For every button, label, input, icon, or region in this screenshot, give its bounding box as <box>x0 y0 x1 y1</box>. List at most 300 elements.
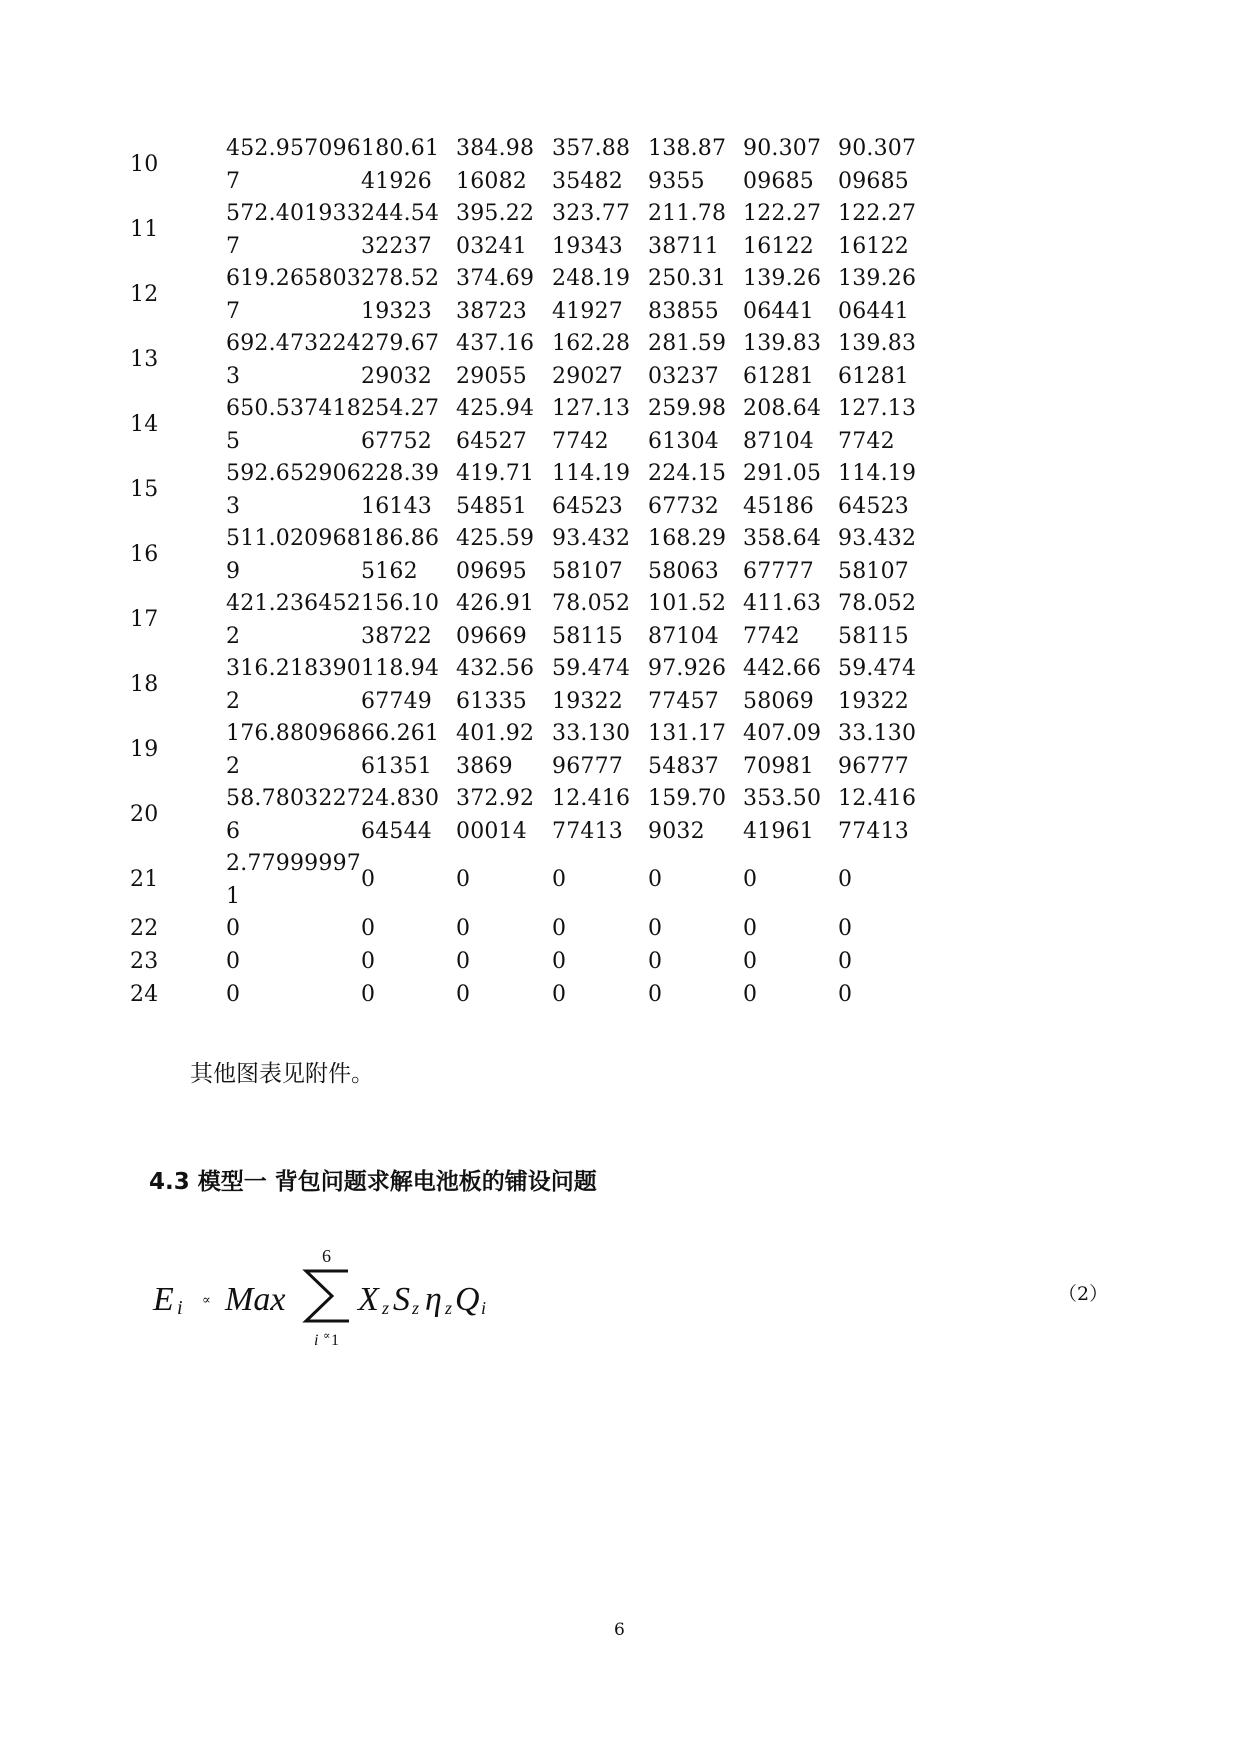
note-text: 其他图表见附件。 <box>190 1061 374 1087</box>
table-cell <box>838 393 916 458</box>
table-cell <box>552 198 630 263</box>
table-cell <box>456 328 534 393</box>
table-cell <box>648 783 726 848</box>
cell-line: 77413 <box>552 818 623 844</box>
row-index: 13 <box>130 347 159 372</box>
cell-line: 06441 <box>838 298 909 324</box>
cell-line: 254.27 <box>361 396 440 421</box>
cell-line: 29027 <box>552 363 623 389</box>
cell-line: 372.92 <box>456 786 535 811</box>
cell-line: 244.54 <box>361 201 440 226</box>
cell-line: 83855 <box>648 298 719 324</box>
cell-line: 0 <box>361 982 376 1007</box>
table-cell <box>456 864 470 897</box>
cell-line: 09685 <box>838 168 909 194</box>
cell-line: 41961 <box>743 818 814 844</box>
cell-line: 358.64 <box>743 526 822 551</box>
row-index: 22 <box>130 916 159 941</box>
formula-Q: Q <box>455 1281 480 1318</box>
table-cell <box>456 393 534 458</box>
table-cell <box>838 718 916 783</box>
table-cell <box>552 946 566 979</box>
cell-line: 619.265803 <box>226 266 361 291</box>
table-cell <box>456 263 534 328</box>
table-cell <box>648 946 662 979</box>
cell-line: 7 <box>226 168 241 194</box>
table-cell <box>743 328 821 393</box>
cell-line: 0 <box>456 916 471 941</box>
table-cell <box>361 133 439 198</box>
cell-line: 38723 <box>456 298 527 324</box>
cell-line: 64527 <box>456 428 527 454</box>
cell-line: 61281 <box>743 363 814 389</box>
cell-line: 425.59 <box>456 526 535 551</box>
cell-line: 58069 <box>743 688 814 714</box>
cell-line: 2 <box>226 623 241 649</box>
table-cell <box>456 133 534 198</box>
row-index: 15 <box>130 477 159 502</box>
table-cell <box>743 263 821 328</box>
table-cell <box>838 198 916 263</box>
table-cell <box>743 523 821 588</box>
cell-line: 0 <box>552 867 567 892</box>
table-cell <box>838 864 852 897</box>
table-cell <box>361 328 439 393</box>
table-cell <box>648 979 662 1012</box>
cell-line: 316.218390 <box>226 656 361 681</box>
table-cell <box>838 328 916 393</box>
table-cell <box>648 263 726 328</box>
cell-line: 0 <box>838 949 853 974</box>
cell-line: 33.130 <box>552 721 631 746</box>
table-cell <box>838 979 852 1012</box>
cell-line: 208.64 <box>743 396 822 421</box>
cell-line: 78.052 <box>838 591 917 616</box>
cell-line: 38722 <box>361 623 432 649</box>
formula-sum-upper: 6 <box>322 1246 331 1266</box>
table-cell <box>838 913 852 946</box>
table-cell <box>648 198 726 263</box>
cell-line: 127.13 <box>838 396 917 421</box>
cell-line: 692.473224 <box>226 331 361 356</box>
cell-line: 54837 <box>648 753 719 779</box>
cell-line: 90.307 <box>743 136 822 161</box>
cell-line: 3 <box>226 363 241 389</box>
cell-line: 159.70 <box>648 786 727 811</box>
table-cell <box>226 458 361 523</box>
cell-line: 09695 <box>456 558 527 584</box>
table-cell <box>552 588 630 653</box>
cell-line: 2.77999997 <box>226 851 361 876</box>
table-cell <box>552 864 566 897</box>
formula <box>150 1240 550 1350</box>
row-index: 14 <box>130 412 159 437</box>
cell-line: 12.416 <box>552 786 631 811</box>
cell-line: 38711 <box>648 233 719 259</box>
cell-line: 67752 <box>361 428 432 454</box>
cell-line: 2 <box>226 753 241 779</box>
table-cell <box>838 946 852 979</box>
cell-line: 374.69 <box>456 266 535 291</box>
cell-line: 96777 <box>838 753 909 779</box>
table-cell <box>456 588 534 653</box>
cell-line: 118.94 <box>361 656 440 681</box>
table-cell <box>361 263 439 328</box>
cell-line: 19322 <box>552 688 623 714</box>
sigma-icon <box>306 1271 349 1321</box>
table-cell <box>552 523 630 588</box>
cell-line: 0 <box>456 867 471 892</box>
formula-eta: η <box>425 1281 442 1318</box>
cell-line: 7 <box>226 298 241 324</box>
table-cell <box>743 718 821 783</box>
cell-line: 58107 <box>838 558 909 584</box>
table-cell <box>456 523 534 588</box>
table-cell <box>743 913 757 946</box>
cell-line: 156.10 <box>361 591 440 616</box>
cell-line: 66.261 <box>361 721 440 746</box>
table-cell <box>743 979 757 1012</box>
cell-line: 93.432 <box>838 526 917 551</box>
cell-line: 58115 <box>838 623 909 649</box>
cell-line: 12.416 <box>838 786 917 811</box>
cell-line: 24.830 <box>361 786 440 811</box>
cell-line: 259.98 <box>648 396 727 421</box>
cell-line: 67749 <box>361 688 432 714</box>
table-cell <box>361 393 439 458</box>
cell-line: 421.236452 <box>226 591 361 616</box>
table-cell <box>226 718 361 783</box>
cell-line: 3869 <box>456 753 513 779</box>
cell-line: 09669 <box>456 623 527 649</box>
cell-line: 162.28 <box>552 331 631 356</box>
cell-line: 224.15 <box>648 461 727 486</box>
row-index: 20 <box>130 802 159 827</box>
cell-line: 97.926 <box>648 656 727 681</box>
cell-line: 16122 <box>838 233 909 259</box>
formula-max: Max <box>225 1281 286 1318</box>
table-cell <box>838 263 916 328</box>
table-cell <box>361 458 439 523</box>
cell-line: 16143 <box>361 493 432 519</box>
cell-line: 0 <box>456 982 471 1007</box>
cell-line: 0 <box>648 916 663 941</box>
cell-line: 323.77 <box>552 201 631 226</box>
table-cell <box>361 783 439 848</box>
table-cell <box>226 946 240 979</box>
formula-X-sub: z <box>382 1298 390 1318</box>
cell-line: 0 <box>838 916 853 941</box>
formula-S: S <box>393 1281 410 1318</box>
table-cell <box>552 783 630 848</box>
table-cell <box>648 588 726 653</box>
cell-line: 131.17 <box>648 721 727 746</box>
cell-line: 29032 <box>361 363 432 389</box>
cell-line: 139.26 <box>743 266 822 291</box>
cell-line: 29055 <box>456 363 527 389</box>
table-cell <box>226 393 361 458</box>
table-cell <box>226 913 240 946</box>
cell-line: 58.7803227 <box>226 786 361 811</box>
cell-line: 452.957096 <box>226 136 361 161</box>
cell-line: 0 <box>648 982 663 1007</box>
table-cell <box>361 588 439 653</box>
table-cell <box>838 523 916 588</box>
row-index: 10 <box>130 152 159 177</box>
table-cell <box>361 979 375 1012</box>
cell-line: 0 <box>226 949 241 974</box>
cell-line: 90.307 <box>838 136 917 161</box>
cell-line: 139.83 <box>838 331 917 356</box>
cell-line: 00014 <box>456 818 527 844</box>
cell-line: 9032 <box>648 818 705 844</box>
table-cell <box>456 913 470 946</box>
cell-line: 03241 <box>456 233 527 259</box>
cell-line: 291.05 <box>743 461 822 486</box>
cell-line: 93.432 <box>552 526 631 551</box>
formula-sum-lower-mark: ∝ <box>323 1330 331 1342</box>
cell-line: 59.474 <box>838 656 917 681</box>
table-cell <box>743 653 821 718</box>
formula-X: X <box>358 1281 379 1318</box>
cell-line: 61281 <box>838 363 909 389</box>
table-cell <box>226 588 361 653</box>
table-cell <box>226 133 361 198</box>
cell-line: 432.56 <box>456 656 535 681</box>
cell-line: 61351 <box>361 753 432 779</box>
cell-line: 0 <box>838 867 853 892</box>
table-cell <box>226 523 361 588</box>
table-cell <box>361 946 375 979</box>
table-cell <box>552 328 630 393</box>
cell-line: 54851 <box>456 493 527 519</box>
cell-line: 19322 <box>838 688 909 714</box>
cell-line: 35482 <box>552 168 623 194</box>
table-cell <box>226 328 361 393</box>
table-cell <box>743 946 757 979</box>
cell-line: 139.26 <box>838 266 917 291</box>
cell-line: 0 <box>226 916 241 941</box>
cell-line: 186.86 <box>361 526 440 551</box>
cell-line: 0 <box>552 949 567 974</box>
cell-line: 442.66 <box>743 656 822 681</box>
table-cell <box>743 458 821 523</box>
table-cell <box>226 653 361 718</box>
table-cell <box>743 198 821 263</box>
cell-line: 1 <box>226 883 241 909</box>
cell-line: 425.94 <box>456 396 535 421</box>
cell-line: 32237 <box>361 233 432 259</box>
table-cell <box>361 198 439 263</box>
table-cell <box>743 783 821 848</box>
cell-line: 357.88 <box>552 136 631 161</box>
table-cell <box>552 263 630 328</box>
cell-line: 7742 <box>838 428 895 454</box>
cell-line: 278.52 <box>361 266 440 291</box>
cell-line: 0 <box>361 867 376 892</box>
formula-Q-sub: i <box>481 1298 487 1318</box>
table-cell <box>552 458 630 523</box>
table-cell <box>226 848 361 913</box>
cell-line: 61335 <box>456 688 527 714</box>
table-cell <box>226 979 240 1012</box>
cell-line: 281.59 <box>648 331 727 356</box>
cell-line: 176.880968 <box>226 721 361 746</box>
table-cell <box>456 946 470 979</box>
cell-line: 279.67 <box>361 331 440 356</box>
cell-line: 0 <box>743 916 758 941</box>
cell-line: 3 <box>226 493 241 519</box>
table-cell <box>648 653 726 718</box>
row-index: 11 <box>130 217 159 242</box>
cell-line: 77413 <box>838 818 909 844</box>
table-cell <box>552 133 630 198</box>
cell-line: 19343 <box>552 233 623 259</box>
cell-line: 0 <box>743 949 758 974</box>
table-cell <box>361 864 375 897</box>
cell-line: 61304 <box>648 428 719 454</box>
formula-E-sub: i <box>177 1297 183 1319</box>
cell-line: 138.87 <box>648 136 727 161</box>
table-cell <box>743 133 821 198</box>
cell-line: 64523 <box>552 493 623 519</box>
cell-line: 437.16 <box>456 331 535 356</box>
cell-line: 41926 <box>361 168 432 194</box>
cell-line: 0 <box>456 949 471 974</box>
cell-line: 114.19 <box>552 461 631 486</box>
table-cell <box>743 588 821 653</box>
cell-line: 0 <box>648 949 663 974</box>
cell-line: 67732 <box>648 493 719 519</box>
cell-line: 211.78 <box>648 201 727 226</box>
cell-line: 03237 <box>648 363 719 389</box>
row-index: 24 <box>130 982 159 1007</box>
cell-line: 0 <box>226 982 241 1007</box>
table-cell <box>226 198 361 263</box>
cell-line: 16122 <box>743 233 814 259</box>
table-cell <box>838 783 916 848</box>
cell-line: 59.474 <box>552 656 631 681</box>
cell-line: 5 <box>226 428 241 454</box>
cell-line: 511.020968 <box>226 526 361 551</box>
cell-line: 395.22 <box>456 201 535 226</box>
row-index: 12 <box>130 282 159 307</box>
table-cell <box>456 458 534 523</box>
cell-line: 407.09 <box>743 721 822 746</box>
page-number: 6 <box>614 1620 625 1640</box>
cell-line: 419.71 <box>456 461 535 486</box>
cell-line: 77457 <box>648 688 719 714</box>
cell-line: 114.19 <box>838 461 917 486</box>
cell-line: 122.27 <box>838 201 917 226</box>
cell-line: 0 <box>648 867 663 892</box>
cell-line: 87104 <box>743 428 814 454</box>
cell-line: 180.61 <box>361 136 440 161</box>
formula-sum-lower: i <box>314 1332 319 1349</box>
table-cell <box>743 864 757 897</box>
cell-line: 5162 <box>361 558 418 584</box>
cell-line: 426.91 <box>456 591 535 616</box>
table-cell <box>456 783 534 848</box>
cell-line: 572.401933 <box>226 201 361 226</box>
table-cell <box>226 783 361 848</box>
table-cell <box>361 718 439 783</box>
cell-line: 101.52 <box>648 591 727 616</box>
table-cell <box>552 393 630 458</box>
table-cell <box>552 718 630 783</box>
table-cell <box>743 393 821 458</box>
cell-line: 411.63 <box>743 591 822 616</box>
cell-line: 650.537418 <box>226 396 361 421</box>
table-cell <box>361 653 439 718</box>
cell-line: 06441 <box>743 298 814 324</box>
table-cell <box>552 653 630 718</box>
table-cell <box>838 588 916 653</box>
cell-line: 0 <box>361 949 376 974</box>
table-cell <box>838 458 916 523</box>
cell-line: 0 <box>838 982 853 1007</box>
cell-line: 139.83 <box>743 331 822 356</box>
table-cell <box>552 979 566 1012</box>
table-cell <box>226 263 361 328</box>
formula-E: E <box>153 1281 174 1318</box>
cell-line: 67777 <box>743 558 814 584</box>
table-cell <box>838 653 916 718</box>
cell-line: 58115 <box>552 623 623 649</box>
cell-line: 64523 <box>838 493 909 519</box>
cell-line: 70981 <box>743 753 814 779</box>
cell-line: 0 <box>743 982 758 1007</box>
table-cell <box>456 979 470 1012</box>
table-cell <box>648 328 726 393</box>
cell-line: 6 <box>226 818 241 844</box>
table-cell <box>456 718 534 783</box>
table-cell <box>361 523 439 588</box>
table-cell <box>648 913 662 946</box>
formula-S-sub: z <box>412 1298 420 1318</box>
cell-line: 0 <box>743 867 758 892</box>
cell-line: 58063 <box>648 558 719 584</box>
table-cell <box>648 133 726 198</box>
cell-line: 09685 <box>743 168 814 194</box>
formula-mark: ∝ <box>202 1292 211 1307</box>
table-cell <box>456 653 534 718</box>
cell-line: 33.130 <box>838 721 917 746</box>
table-cell <box>648 523 726 588</box>
table-cell <box>361 913 375 946</box>
cell-line: 122.27 <box>743 201 822 226</box>
cell-line: 64544 <box>361 818 432 844</box>
formula-eta-sub: z <box>445 1298 453 1318</box>
table-cell <box>456 198 534 263</box>
cell-line: 9355 <box>648 168 705 194</box>
cell-line: 0 <box>552 982 567 1007</box>
row-index: 19 <box>130 737 159 762</box>
cell-line: 353.50 <box>743 786 822 811</box>
table-cell <box>648 393 726 458</box>
cell-line: 7 <box>226 233 241 259</box>
cell-line: 168.29 <box>648 526 727 551</box>
table-cell <box>838 133 916 198</box>
cell-line: 592.652906 <box>226 461 361 486</box>
cell-line: 2 <box>226 688 241 714</box>
table-cell <box>648 718 726 783</box>
cell-line: 7742 <box>552 428 609 454</box>
row-index: 18 <box>130 672 159 697</box>
row-index: 16 <box>130 542 159 567</box>
cell-line: 58107 <box>552 558 623 584</box>
section-heading: 4.3 模型一 背包问题求解电池板的铺设问题 <box>149 1169 597 1195</box>
